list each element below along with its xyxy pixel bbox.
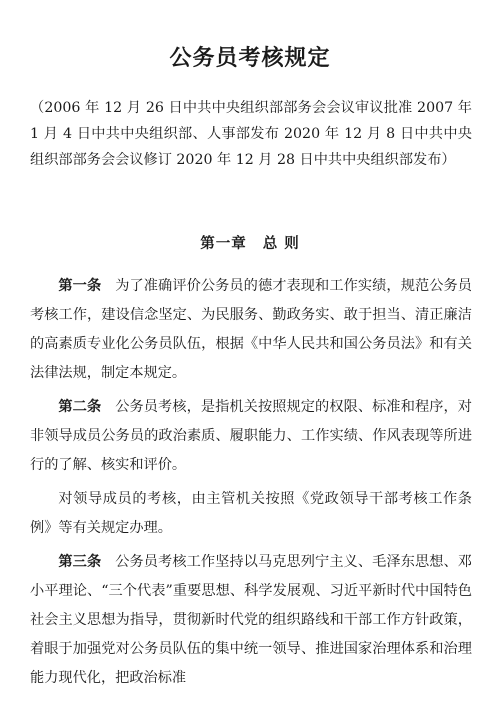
article-1-paragraph <box>30 272 472 388</box>
article-2-text: 公务员考核，是指机关按照规定的权限、标准和程序，对非领导成员公务员的政治素质、履职能力、工作实绩、作风表现等所进行的了解、核实和评价。 <box>30 399 472 473</box>
article-1-label: 第一条 <box>58 278 102 294</box>
document-title: 公务员考核规定 <box>169 46 331 71</box>
document-issuance-note: （2006 年 12 月 26 日中共中央组织部部务会会议审议批准 2007 年 1 月 4 日中共中央组织部、人事部发布 2020 年 12 月 8 日中共中央组织部部务会会议修订 2020 年 12 月 28 日中共中央组织部发布） <box>30 100 472 168</box>
article-3-label: 第三条 <box>58 554 102 570</box>
article-2-paragraph <box>30 393 472 480</box>
chapter-heading <box>0 232 500 256</box>
article-2-continuation-paragraph <box>30 485 472 543</box>
chapter-name: 总 则 <box>262 236 300 252</box>
article-2-label: 第二条 <box>58 399 102 415</box>
article-3-paragraph <box>30 548 472 693</box>
article-1-text: 为了准确评价公务员的德才表现和工作实绩，规范公务员考核工作，建设信念坚定、为民服务、勤政务实、敢于担当、清正廉洁的高素质专业化公务员队伍，根据《中华人民共和国公务员法》和有关法律法规，制定本规定。 <box>30 278 472 381</box>
article-3-text: 公务员考核工作坚持以马克思列宁主义、毛泽东思想、邓小平理论、“三个代表”重要思想、科学发展观、习近平新时代中国特色社会主义思想为指导，贯彻新时代党的组织路线和干部工作方针政策，着眼于加强党对公务员队伍的集中统一领导、推进国家治理体系和治理能力现代化，把政治标准 <box>30 554 472 686</box>
chapter-number: 第一章 <box>200 236 247 252</box>
article-2-continuation-text: 对领导成员的考核，由主管机关按照《党政领导干部考核工作条例》等有关规定办理。 <box>30 491 472 536</box>
document-body <box>30 272 472 698</box>
